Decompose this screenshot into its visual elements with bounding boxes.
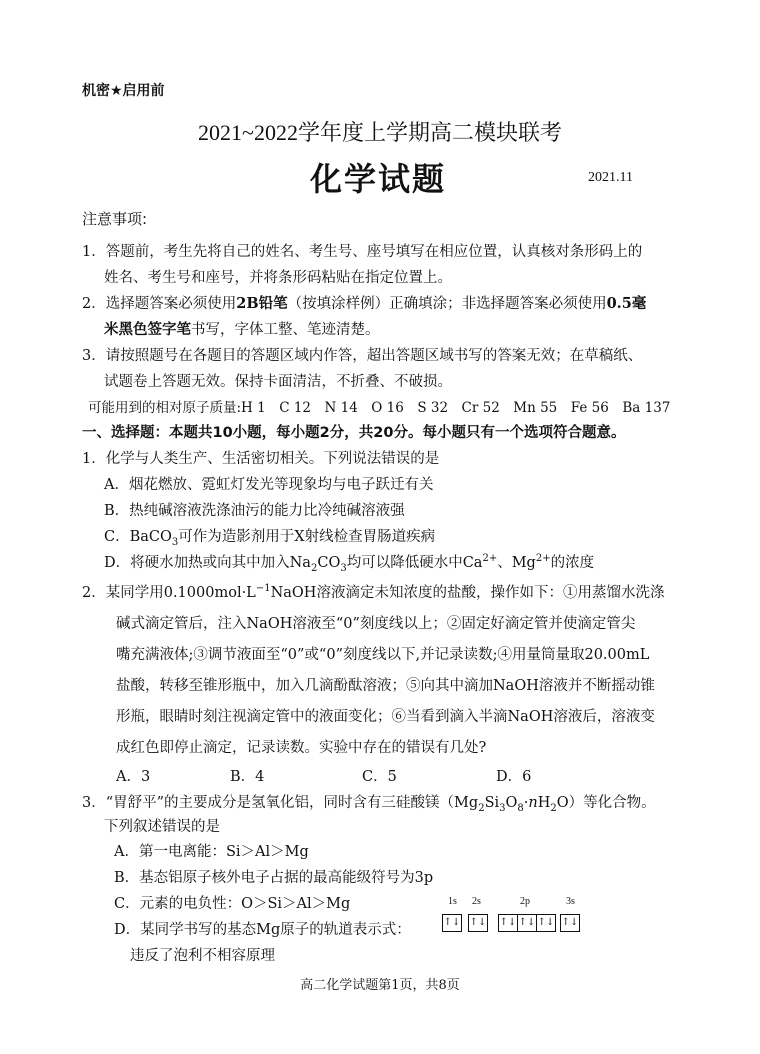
q3-option-c: C．元素的电负性：O＞Si＞Al＞Mg [114,896,351,912]
q2-line-1: 2．某同学用$0.1000mol\cdot L^{-1}NaOH$溶液滴定未知浓度的盐酸，操作如下：①用蒸馏水洗涤 [82,583,665,601]
section-1-heading: 一、选择题：本题共10小题，每小题2分，共20分。每小题只有一个选项符合题意。 [82,425,626,441]
q3-option-b: B．基态铝原子核外电子占据的最高能级符号为3p [114,870,434,886]
q2-line-6: 成红色即停止滴定，记录读数。实验中存在的错误有几处? [116,740,487,756]
q2-line-3: 嘴充满液体;③调节液面至“0”或“0”刻度线以下,并记录读数;④用量筒量取20.00mL [116,647,650,663]
q2-line-4: 盐酸，转移至锥形瓶中，加入几滴酚酞溶液；⑤向其中滴加NaOH溶液并不断摇动锥 [116,678,655,694]
q1-option-a: A．烟花燃放、霓虹灯发光等现象均与电子跃迁有关 [104,477,434,493]
notice-item-2: 2．选择题答案必须使用2B铅笔（按填涂样例）正确填涂；非选择题答案必须使用0.5毫 [82,295,647,312]
q3-option-d-cont: 违反了泡利不相容原理 [130,948,275,964]
orbital-label-2p: 2p [520,896,530,907]
q1-option-b: B．热纯碱溶液洗涤油污的能力比冷纯碱溶液强 [104,503,405,519]
q3-line-2: 下列叙述错误的是 [104,819,220,835]
notice-heading: 注意事项: [82,210,148,228]
q3-line-1: 3．“胃舒平”的主要成分是氢氧化铝，同时含有三硅酸镁$(Mg_2Si_3O_8\cdot nH_2O)$等化合物。 [82,795,656,814]
q2-option-c: C．5 [362,769,397,785]
orbital-box-2p-3: ↑↓ [536,914,556,932]
q1-stem: 1．化学与人类生产、生活密切相关。下列说法错误的是 [82,451,440,467]
orbital-box-3s: ↑↓ [560,914,580,932]
q2-line-2: 碱式滴定管后，注入NaOH溶液至“0”刻度线以上；②固定好滴定管并使滴定管尖 [116,616,636,632]
orbital-label-1s: 1s [448,896,457,907]
orbital-box-2p-1: ↑↓ [498,914,518,932]
page-footer: 高二化学试题第1页，共8页 [300,978,460,993]
exam-date: 2021.11 [588,170,633,185]
orbital-label-2s: 2s [472,896,481,907]
notice-item-3: 3．请按照题号在各题目的答题区域内作答，超出答题区域书写的答案无效；在草稿纸、 [82,348,643,364]
orbital-label-3s: 3s [566,896,575,907]
q1-option-d: D．将硬水加热或向其中加入$Na_2CO_3$均可以降低硬水中$Ca^{2+}$、$Mg^{2+}$的浓度 [104,553,595,574]
exam-title: 2021~2022学年度上学期高二模块联考 [198,120,562,145]
q2-line-5: 形瓶，眼睛时刻注视滴定管中的液面变化；⑥当看到滴入半滴NaOH溶液后，溶液变 [116,709,655,725]
q2-option-d: D．6 [496,769,532,785]
q2-option-a: A．3 [116,769,151,785]
orbital-box-2p-2: ↑↓ [517,914,537,932]
notice-item-3-cont: 试题卷上答题无效。保持卡面清洁，不折叠、不破损。 [104,374,452,390]
notice-item-1-cont: 姓名、考生号和座号，并将条形码粘贴在指定位置上。 [104,270,452,286]
subject-title: 化学试题 [310,160,447,198]
atomic-masses: 可能用到的相对原子质量:H 1 C 12 N 14 O 16 S 32 Cr 52 Mn 55 Fe 56 Ba 137 [88,400,671,416]
confidential-label: 机密★启用前 [82,83,165,99]
orbital-diagram [440,896,580,936]
q3-option-d: D．某同学书写的基态Mg原子的轨道表示式： [114,922,411,938]
q1-option-c: C．BaCO$_3$可作为造影剂用于X射线检查胃肠道疾病 [104,529,436,548]
notice-item-1: 1．答题前，考生先将自己的姓名、考生号、座号填写在相应位置，认真核对条形码上的 [82,244,643,260]
orbital-box-2s: ↑↓ [468,914,488,932]
q2-option-b: B．4 [230,769,265,785]
orbital-box-1s: ↑↓ [442,914,462,932]
notice-item-2-cont: 米黑色签字笔书写，字体工整、笔迹清楚。 [104,321,380,338]
q3-option-a: A．第一电离能：Si＞Al＞Mg [114,844,309,860]
